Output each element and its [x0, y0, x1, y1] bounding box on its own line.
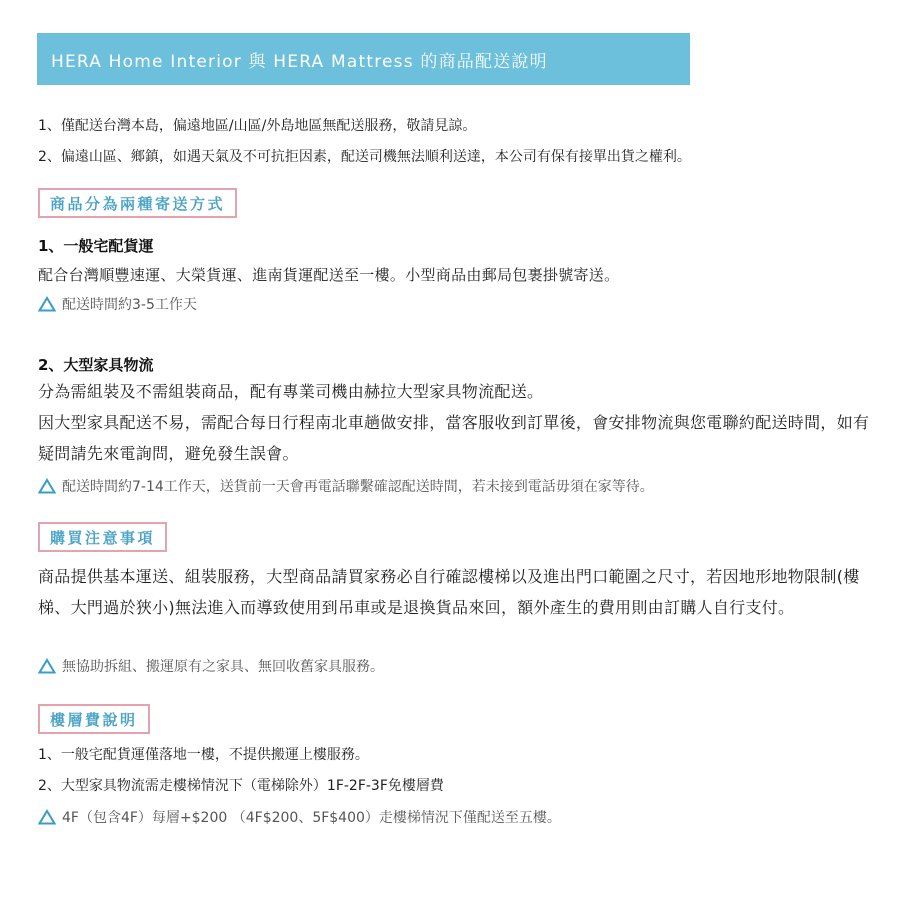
method1-note-text: 配送時間約3-5工作天	[62, 297, 197, 313]
section-shipping-methods	[38, 188, 237, 218]
banner-title: HERA Home Interior 與 HERA Mattress 的商品配送說明	[51, 51, 548, 72]
intro-line-2: 2、偏遠山區、鄉鎮，如遇天氣及不可抗拒因素，配送司機無法順利送達，本公司有保有接單出貨之權利。	[38, 149, 691, 165]
page-banner	[37, 33, 690, 85]
method2-note	[38, 476, 654, 496]
floor-fee-line-1: 1、一般宅配貨運僅落地一樓，不提供搬運上樓服務。	[38, 747, 369, 763]
method2-desc-2: 因大型家具配送不易，需配合每日行程南北車趟做安排，當客服收到訂單後，會安排物流與您電聯約配送時間，如有疑問請先來電詢問，避免發生誤會。	[38, 413, 870, 463]
purchase-desc: 商品提供基本運送、組裝服務，大型商品請買家務必自行確認樓梯以及進出門口範圍之尺寸，若因地形地物限制(樓梯、大門過於狹小)無法進入而導致使用到吊車或是退換貨品來回，額外產生的費用則由訂購人自行支付。	[38, 567, 860, 617]
section-title: 樓層費說明	[50, 710, 138, 729]
section-title: 商品分為兩種寄送方式	[50, 194, 226, 213]
method1-note	[38, 294, 197, 314]
triangle-outline-icon	[38, 809, 56, 825]
floor-fee-line-2: 2、大型家具物流需走樓梯情況下（電梯除外）1F-2F-3F免樓層費	[38, 778, 444, 794]
purchase-note	[38, 656, 384, 676]
section-purchase-notes	[38, 522, 167, 552]
section-floor-fee	[38, 704, 150, 734]
method2-note-text: 配送時間約7-14工作天，送貨前一天會再電話聯繫確認配送時間，若未接到電話毋須在家等待。	[62, 479, 654, 495]
method2-desc-1: 分為需組裝及不需組裝商品，配有專業司機由赫拉大型家具物流配送。	[38, 382, 544, 401]
triangle-outline-icon	[38, 658, 56, 674]
method2-heading: 2、大型家具物流	[38, 356, 154, 374]
method1-heading: 1、一般宅配貨運	[38, 237, 154, 255]
triangle-outline-icon	[38, 478, 56, 494]
floor-fee-note	[38, 807, 561, 827]
method1-desc: 配合台灣順豐速運、大榮貨運、進南貨運配送至一樓。小型商品由郵局包裹掛號寄送。	[38, 266, 620, 284]
intro-line-1: 1、僅配送台灣本島，偏遠地區/山區/外島地區無配送服務，敬請見諒。	[38, 118, 477, 134]
triangle-outline-icon	[38, 296, 56, 312]
section-title: 購買注意事項	[50, 528, 156, 547]
floor-fee-note-text: 4F（包含4F）每層+$200 （4F$200、5F$400）走樓梯情況下僅配送至五樓。	[62, 810, 561, 826]
purchase-note-text: 無協助拆組、搬運原有之家具、無回收舊家具服務。	[62, 659, 384, 675]
